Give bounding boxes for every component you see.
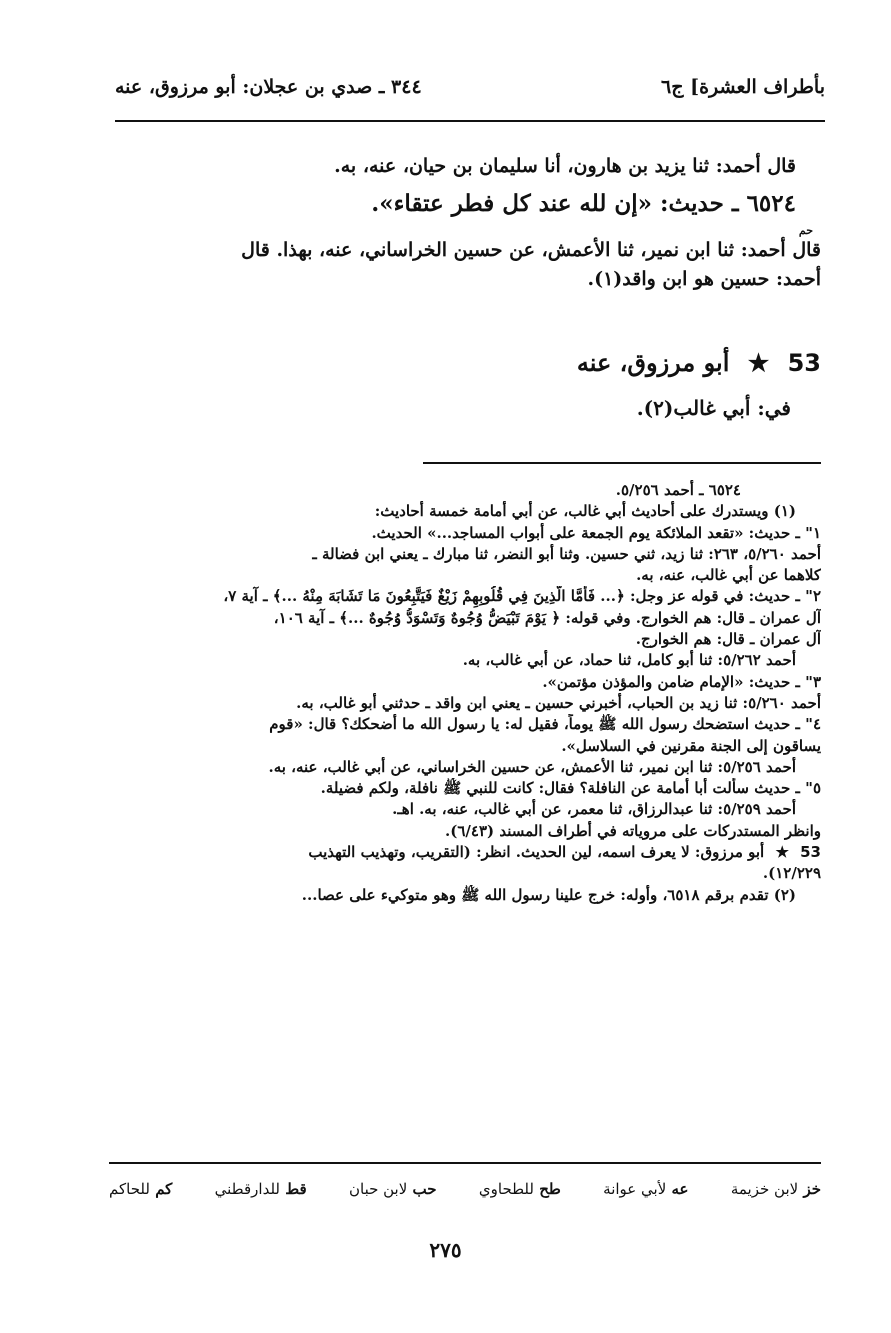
footnote-line: ٦٥٢٤ ـ أحمد ٥/٢٥٦. — [615, 481, 741, 499]
footnote-line: (١) ويستدرك على أحاديث أبي غالب، عن أبي أمامة خمسة أحاديث: — [374, 502, 796, 521]
legend-item: خز لابن خزيمة — [730, 1180, 821, 1198]
footnote-line: ٤" ـ حديث استضحك رسول الله ﷺ يوماً، فقيل له: يا رسول الله ما أضحكك؟ قال: «قوم — [269, 715, 821, 734]
footnote-star-number: 53 — [800, 843, 821, 862]
footnote-line: أحمد ٥/٢٦٠: ثنا زيد بن الحباب، أخبرني حسين ـ يعني ابن واقد ـ حدثني أبو غالب، به. — [296, 693, 821, 712]
footnote-line: وانظر المستدركات على مروياته في أطراف المسند (٦/٤٣). — [445, 821, 821, 840]
footnote-star-text: أبو مرزوق: لا يعرف اسمه، لين الحديث. انظر: (التقريب، وتهذيب التهذيب — [308, 843, 765, 862]
footnote-rule — [423, 462, 821, 464]
hadith-heading: ٦٥٢٤ ـ حديث: «إن لله عند كل فطر عتقاء». — [371, 189, 796, 217]
main-line-1: قال أحمد: ثنا يزيد بن هارون، أنا سليمان بن حيان، عنه، به. — [334, 155, 796, 177]
section-number: 53 — [787, 349, 821, 377]
main-line-4: أحمد: حسين هو ابن واقد(١). — [587, 267, 821, 290]
footnotes — [109, 480, 821, 906]
footnote-line: أحمد ٥/٢٦٠، ٢٦٣: ثنا زيد، ثني حسين. وثنا أبو النضر، ثنا مبارك ـ يعني ابن فضالة ـ — [312, 544, 821, 563]
section-sub: في: أبي غالب(٢). — [636, 396, 791, 420]
legend-rule — [109, 1162, 821, 1164]
footnote-line: (٢) تقدم برقم ٦٥١٨، وأوله: خرج علينا رسول الله ﷺ وهو متوكيء على عصا... — [301, 885, 796, 904]
footnote-line: كلاهما عن أبي غالب، عنه، به. — [636, 566, 821, 585]
footnote-line: ٢" ـ حديث: في قوله عز وجل: ﴿... فَأَمَّا الَّذِينَ فِي قُلُوبِهِمْ زَيْغٌ فَيَتَّبِعُونَ مَا تَشَابَهَ مِنْهُ ...﴾ ـ آية ٧، — [223, 587, 821, 606]
abbreviation-legend — [109, 1180, 821, 1198]
footnote-line: ١" ـ حديث: «تقعد الملائكة يوم الجمعة على أبواب المساجد...» الحديث. — [371, 523, 821, 542]
footnote-line: ١٢/٢٢٩). — [762, 864, 821, 883]
footnote-line: يساقون إلى الجنة مقرنين في السلاسل». — [561, 736, 821, 755]
legend-item: عه لأبي عوانة — [603, 1180, 689, 1198]
footnote-line: ٣" ـ حديث: «الإمام ضامن والمؤذن مؤتمن». — [542, 672, 821, 691]
legend-item: طح للطحاوي — [478, 1180, 561, 1198]
hadith-mark: حم — [798, 224, 813, 237]
main-line-3: قال أحمد: ثنا ابن نمير، ثنا الأعمش، عن حسين الخراساني، عنه، بهذا. قال — [241, 239, 821, 261]
main-text — [121, 152, 821, 293]
footnote-line: ٥" ـ حديث سألت أبا أمامة عن النافلة؟ فقال: كانت للنبي ﷺ نافلة، ولكم فضيلة. — [320, 779, 821, 798]
footnote-line: أحمد ٥/٢٦٢: ثنا أبو كامل، ثنا حماد، عن أبي غالب، به. — [462, 651, 796, 670]
running-header — [115, 70, 825, 104]
legend-item: قط للدارقطني — [214, 1180, 307, 1198]
footnote-line: آل عمران ـ قال: هم الخوارج. — [635, 630, 821, 649]
header-rule — [115, 120, 825, 122]
page-number: ٢٧٥ — [429, 1238, 462, 1262]
star-icon: ★ — [747, 348, 770, 377]
header-book-title: بأطراف العشرة] ج٦ — [661, 76, 825, 98]
legend-item: كم للحاكم — [109, 1180, 173, 1198]
section-heading — [121, 345, 821, 423]
footnote-line: آل عمران ـ قال: هم الخوارج. وفي قوله: ﴿ يَوْمَ تَبْيَضُّ وُجُوهٌ وَتَسْوَدُّ وُجُوهٌ ...﴾ ـ آية ١٠٦، — [273, 608, 821, 627]
footnote-line: أحمد ٥/٢٥٦: ثنا ابن نمير، ثنا الأعمش، عن حسين الخراساني، عن أبي غالب، عنه، به. — [268, 757, 796, 776]
star-icon: ★ — [775, 843, 789, 862]
legend-item: حب لابن حبان — [348, 1180, 437, 1198]
section-title: أبو مرزوق، عنه — [576, 348, 730, 377]
footnote-line — [109, 842, 821, 863]
header-chapter: ٣٤٤ ـ صدي بن عجلان: أبو مرزوق، عنه — [115, 76, 422, 98]
footnote-line: أحمد ٥/٢٥٩: ثنا عبدالرزاق، ثنا معمر، عن أبي غالب، عنه، به. اهـ. — [392, 800, 796, 819]
